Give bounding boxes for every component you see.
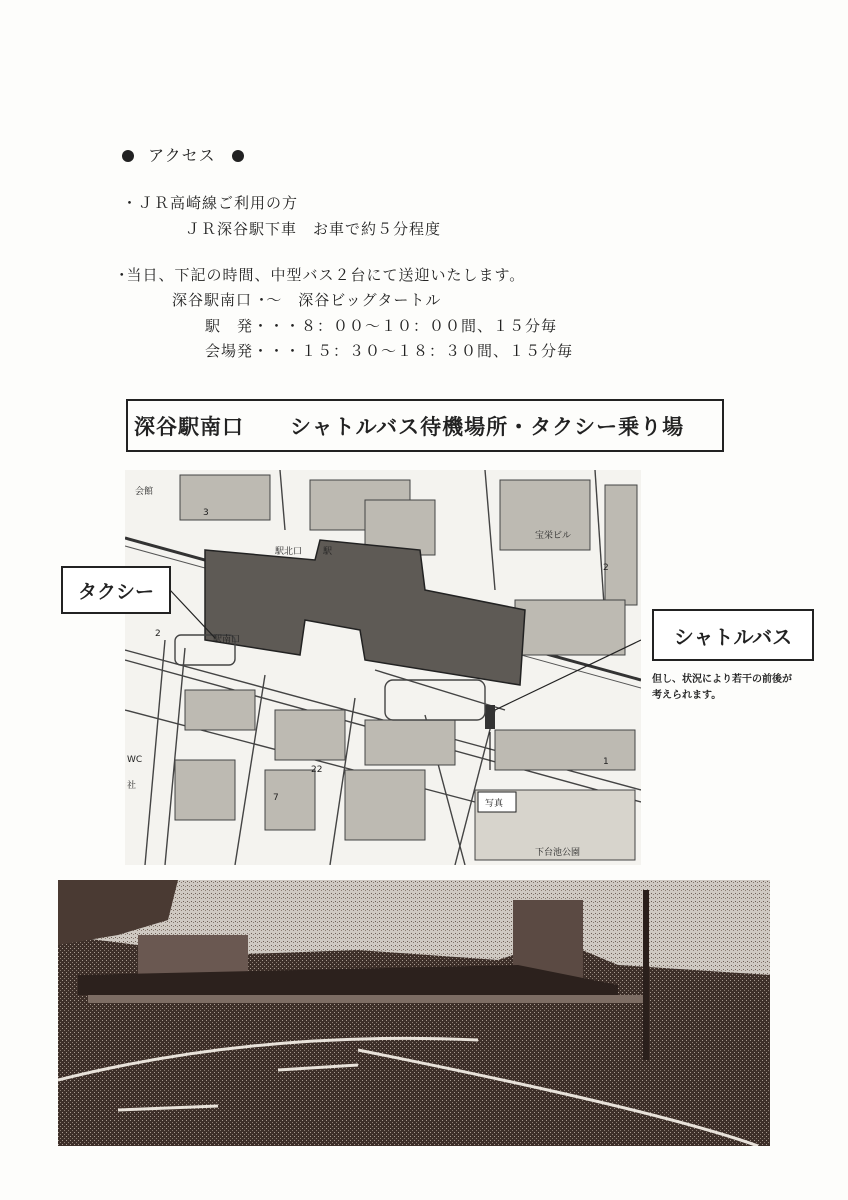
map-label-shrine: 社 xyxy=(127,781,137,791)
train-title: ・ＪＲ高崎線ご利用の方 xyxy=(122,194,299,212)
note-line-2: 考えられます。 xyxy=(652,690,722,701)
taxi-callout: タクシー xyxy=(61,566,171,614)
map-label-building: 宝栄ビル xyxy=(535,531,572,541)
banner-right: シャトルバス待機場所・タクシー乗り場 xyxy=(290,414,685,439)
shuttle-from-station: 駅 発・・・８：００～１０：００間、１５分毎 xyxy=(205,317,558,335)
shuttle-title: ･当日、下記の時間、中型バス２台にて送迎いたします。 xyxy=(118,266,526,284)
map-label-7: 7 xyxy=(273,793,279,803)
shuttle-route: 深谷駅南口 ･～ 深谷ビッグタートル xyxy=(172,291,442,309)
schedule-note xyxy=(652,672,822,704)
location-banner xyxy=(126,399,724,452)
map-label-kaikan: 会館 xyxy=(135,487,154,497)
train-detail: ＪＲ深谷駅下車 お車で約５分程度 xyxy=(185,220,442,238)
map-label-north-exit: 駅北口 xyxy=(275,547,303,557)
bullet-icon xyxy=(232,150,244,162)
station-photo xyxy=(58,880,770,1146)
map-label-2: 2 xyxy=(155,629,161,639)
access-heading xyxy=(122,143,244,166)
map-label-photo: 写真 xyxy=(485,799,504,809)
map-label-south-exit: 駅南口 xyxy=(213,635,241,645)
map-label-1: 1 xyxy=(603,757,609,767)
map-label-2b: 2 xyxy=(603,563,609,573)
station-map xyxy=(125,470,641,865)
map-label-22: 22 xyxy=(311,765,323,775)
map-label-wc: WC xyxy=(127,755,143,765)
access-heading-text: アクセス xyxy=(148,146,216,165)
map-label-station: 駅 xyxy=(323,547,333,557)
map-label-park: 下台池公園 xyxy=(535,848,581,858)
bus-stop-marker xyxy=(485,705,495,729)
shuttle-from-venue: 会場発・・・１５：３０～１８：３０間、１５分毎 xyxy=(205,342,574,360)
map-label-3: 3 xyxy=(203,508,209,518)
bullet-icon xyxy=(122,150,134,162)
note-line-1: 但し、状況により若干の前後が xyxy=(652,674,792,685)
banner-left: 深谷駅南口 xyxy=(134,414,244,439)
shuttle-bus-callout: シャトルバス xyxy=(652,609,814,661)
